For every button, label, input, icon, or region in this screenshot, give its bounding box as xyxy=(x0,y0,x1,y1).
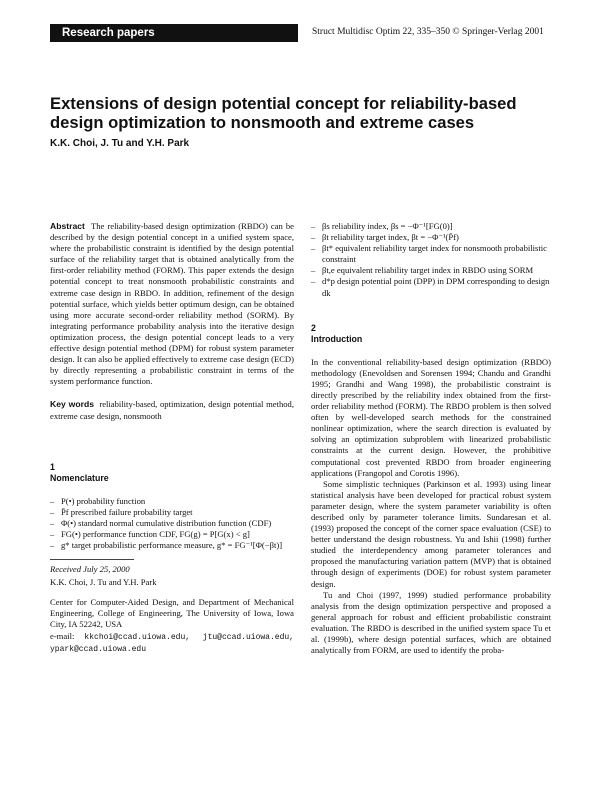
keywords xyxy=(50,399,294,421)
abstract-label: Abstract xyxy=(50,221,85,231)
footnote-divider xyxy=(50,559,134,560)
email-label: e-mail: xyxy=(50,630,75,641)
nomenclature-item: – d*p design potential point (DPP) in DPM corresponding to design dk xyxy=(311,276,551,298)
email-line xyxy=(50,631,294,655)
introduction-title: Introduction xyxy=(311,333,363,344)
nomenclature-item: – Φ(•) standard normal cumulative distribution function (CDF) xyxy=(50,518,294,529)
received-date: Received July 25, 2000 xyxy=(50,564,130,575)
intro-paragraph: Some simplistic techniques (Parkinson et al. 1993) using linear statistical analysis have been developed for practical robust system parameter design, where the system parameter variability is often described only by parameter tolerance limits. Sundaresan et al. (1993) proposed the concept of the corner space evaluation (CSE) to better understand the design robustness. Yu and Ishii (1998) further studied the interdependency among parameter tolerances and proposed the manufacturing variation pattern (MVP) that is obtained through design of experiments (DOE) for robust system parameter design. xyxy=(311,478,551,589)
article-authors: K.K. Choi, J. Tu and Y.H. Park xyxy=(50,138,190,149)
footnote-authors: K.K. Choi, J. Tu and Y.H. Park xyxy=(50,577,157,588)
nomenclature-list-continued xyxy=(311,221,551,299)
nomenclature-list xyxy=(50,496,294,551)
nomenclature-section xyxy=(50,462,294,551)
section-tag: Research papers xyxy=(50,24,298,42)
keywords-label: Key words xyxy=(50,399,94,410)
affiliation: Center for Computer-Aided Design, and Department of Mechanical Engineering, College of Engineering, The University of Iowa, Iowa City, IA 52242, USA xyxy=(50,597,294,630)
introduction-section xyxy=(311,323,551,657)
abstract-text: The reliability-based design optimization (RBDO) can be described by the design potential concept in a unified system space, where the probabilistic constraint is identified by the design potential surface of the reliability target that is obtained analytically from the first-order reliability method (FORM). This paper extends the design potential concept to treat nonsmooth probabilistic constraints and extreme case design in RBDO. In addition, refinement of the design potential surface, which yields better optimum design, can be obtained using more accurate second-order reliability method (SORM). By integrating performance probability analysis into the iterative design optimization process, the design potential concept leads to a very effective design potential method (DPM) for robust system parameter design. It can also be applied effectively to extreme case design (ECD) by directly representing a probabilistic constraint in terms of the system performance function. xyxy=(50,221,295,387)
email-addresses[interactable]: kkchoi@ccad.uiowa.edu, jtu@ccad.uiowa.edu, ypark@ccad.uiowa.edu xyxy=(50,632,294,654)
nomenclature-item: – βt,e equivalent reliability target index in RBDO using SORM xyxy=(311,265,551,276)
nomenclature-item: – FG(•) performance function CDF, FG(g) = P[G(x) < g] xyxy=(50,529,294,540)
intro-paragraph: Tu and Choi (1997, 1999) studied performance probability analysis from the design optimization perspective and proposed a general approach for robust and efficient probabilistic constraint evaluation. The RBDO is described in the unified system space Tu et al. (1999b), where design potential surfaces, which are obtained analytically from FORM, are used to identify the proba- xyxy=(311,589,551,656)
intro-paragraph: In the conventional reliability-based design optimization (RBDO) methodology (Enevoldsen and Sorensen 1994; Chandu and Grandhi 1995; Grandhi and Wang 1998), the probabilistic constraint is directly prescribed by the reliability index obtained from the first-order reliability method (FORM). The RBDO problem is then solved often by well-developed search methods for the constrained nonlinear optimization, where the search direction is evaluated by solving an optimization subproblem with linearized probabilistic constraints at the current design. However, the prohibitive computational cost prevented RBDO from broader engineering applications (Frangopol and Corotis 1996). xyxy=(311,356,551,478)
left-column xyxy=(50,221,294,655)
abstract xyxy=(50,221,294,387)
nomenclature-item: – g* target probabilistic performance measure, g* = FG⁻¹[Φ(−βt)] xyxy=(50,540,294,551)
nomenclature-item: – βt* equivalent reliability target index for nonsmooth probabilistic constraint xyxy=(311,243,551,265)
journal-reference: Struct Multidisc Optim 22, 335–350 © Springer-Verlag 2001 xyxy=(312,27,544,37)
keywords-text: reliability-based, optimization, design potential method, extreme case design, nonsmooth xyxy=(50,399,294,421)
nomenclature-number: 1 xyxy=(50,461,55,472)
introduction-number: 2 xyxy=(311,322,316,333)
nomenclature-item: – βt reliability target index, βt = −Φ⁻¹(P̄f) xyxy=(311,232,551,243)
nomenclature-item: – P̄f prescribed failure probability target xyxy=(50,507,294,518)
nomenclature-item: – P(•) probability function xyxy=(50,496,294,507)
nomenclature-item: – βs reliability index, βs = −Φ⁻¹[FG(0)] xyxy=(311,221,551,232)
nomenclature-title: Nomenclature xyxy=(50,472,109,483)
right-column xyxy=(311,221,551,656)
article-title: Extensions of design potential concept for reliability-based design optimization to nonsmooth and extreme cases xyxy=(50,94,517,132)
